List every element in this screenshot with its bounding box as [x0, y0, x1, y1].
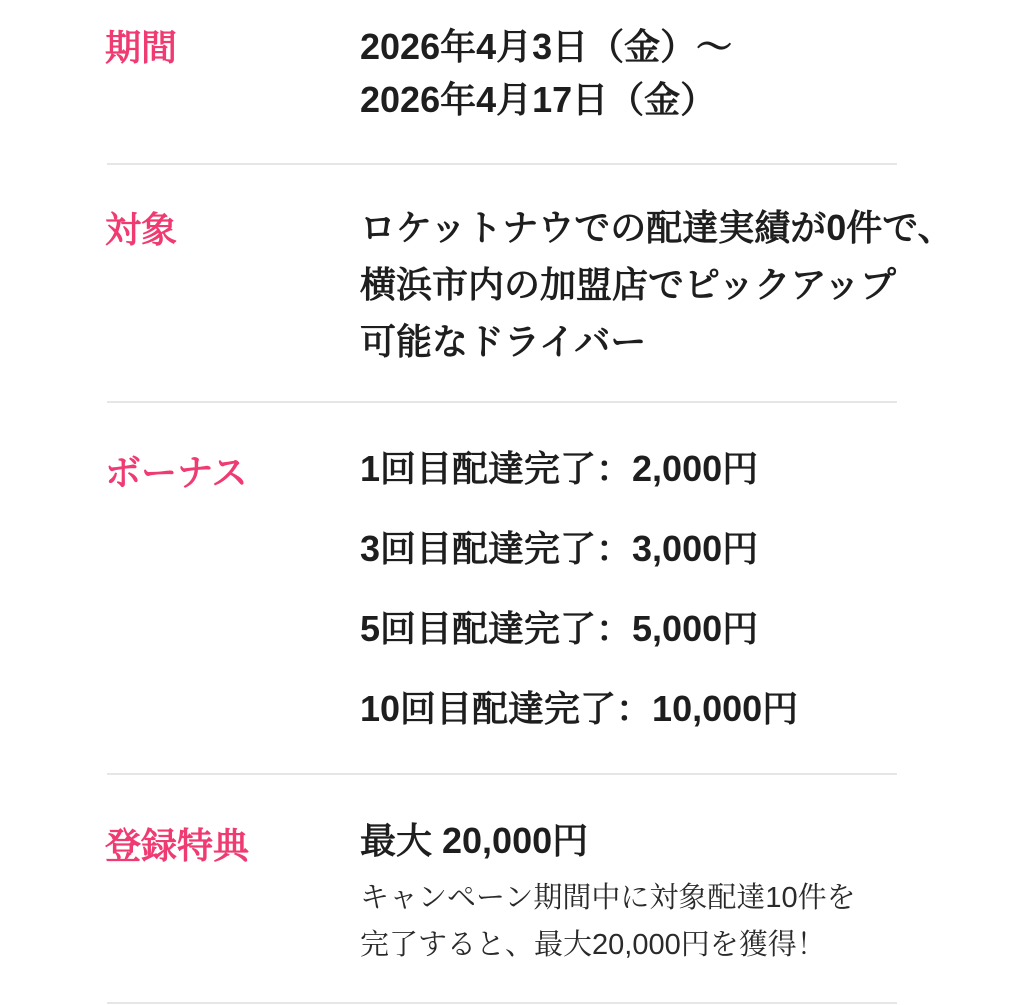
bonus-label: ボーナス: [105, 452, 248, 493]
period-value: [360, 20, 732, 126]
bonus-item: 3回目配達完了：3,000円: [360, 528, 759, 569]
target-line-3: 可能なドライバー: [360, 321, 647, 362]
bonus-item: 5回目配達完了：5,000円: [360, 608, 759, 649]
bonus-item: 1回目配達完了：2,000円: [360, 448, 759, 489]
registration-headline: 最大 20,000円: [360, 820, 589, 861]
table-row-target: [0, 165, 1024, 401]
registration-note-line-2: 完了すると、最大20,000円を獲得！: [360, 929, 826, 961]
registration-benefit-label: 登録特典: [105, 825, 250, 866]
bonus-list: [360, 449, 798, 729]
registration-note-line-1: キャンペーン期間中に対象配達10件を: [360, 882, 856, 914]
table-row-bonus: [0, 403, 1024, 773]
registration-note: [360, 875, 856, 969]
target-line-1: ロケットナウでの配達実績が0件で、: [360, 207, 954, 248]
bonus-item: 10回目配達完了：10,000円: [360, 688, 799, 729]
table-row-period: [0, 0, 1024, 163]
target-description: [360, 199, 954, 370]
row-divider: [107, 1002, 897, 1004]
target-line-2: 横浜市内の加盟店でピックアップ: [360, 264, 897, 305]
period-label: 期間: [105, 27, 178, 68]
target-label: 対象: [105, 209, 178, 250]
period-date-line-1: 2026年4月3日（金）〜: [360, 26, 733, 67]
table-row-registration-benefit: [0, 775, 1024, 1002]
period-date-line-2: 2026年4月17日（金）: [360, 79, 717, 120]
registration-benefit-value: [360, 819, 856, 969]
